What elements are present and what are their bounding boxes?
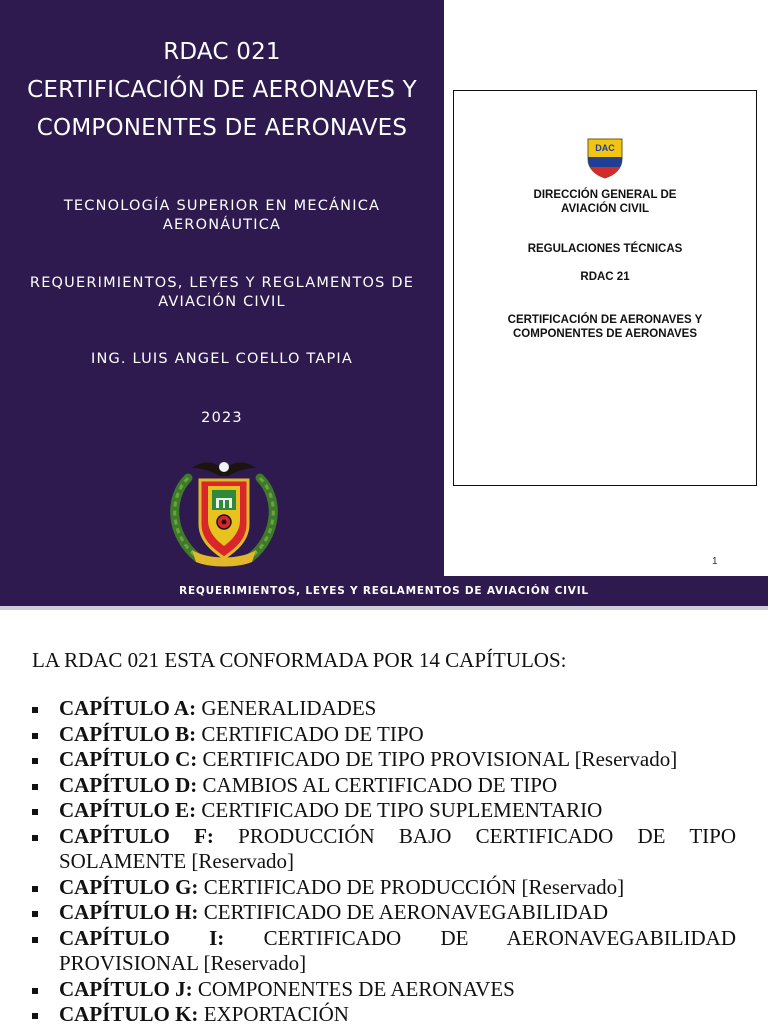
bullet-icon — [32, 733, 38, 739]
bullet-icon — [32, 1013, 38, 1019]
chapter-title: CERTIFICADO DE AERONAVEGABILIDAD PROVISIONAL [Reservado] — [59, 925, 737, 975]
list-item — [32, 722, 736, 748]
chapter-label: CAPÍTULO F: — [59, 823, 214, 848]
document-title: CERTIFICACIÓN DE AERONAVES Y COMPONENTES DE AERONAVES — [507, 314, 703, 340]
list-item — [32, 926, 736, 977]
chapter-title: EXPORTACIÓN — [203, 1002, 349, 1024]
chapter-list — [32, 696, 736, 1024]
list-item — [32, 798, 736, 824]
institution-emblem-icon — [162, 454, 286, 570]
bullet-icon — [32, 809, 38, 815]
list-item — [32, 747, 736, 773]
chapter-label: CAPÍTULO A: — [59, 696, 197, 720]
chapter-label: CAPÍTULO H: — [59, 900, 199, 924]
chapter-title: GENERALIDADES — [201, 696, 377, 720]
teacher-name: ING. LUIS ANGEL COELLO TAPIA — [90, 351, 354, 367]
chapter-label: CAPÍTULO C: — [59, 747, 198, 771]
chapter-title: CERTIFICADO DE AERONAVEGABILIDAD — [203, 900, 609, 924]
footer-divider — [0, 606, 768, 610]
document-organization: DIRECCIÓN GENERAL DE AVIACIÓN CIVIL — [533, 189, 677, 215]
course-name: REQUERIMIENTOS, LEYES Y REGLAMENTOS DE AVIACIÓN CIVIL — [29, 275, 415, 310]
slide-number: 1 — [712, 556, 718, 567]
bullet-icon — [32, 835, 38, 841]
chapter-label: CAPÍTULO J: — [59, 976, 193, 1001]
chapter-title: CERTIFICADO DE TIPO PROVISIONAL [Reservado] — [202, 747, 678, 771]
dac-shield-icon — [586, 137, 624, 179]
chapter-label: CAPÍTULO B: — [59, 721, 197, 746]
bullet-icon — [32, 886, 38, 892]
list-item — [32, 977, 736, 1003]
bullet-icon — [32, 707, 38, 713]
bullet-icon — [32, 988, 38, 994]
chapter-title: PRODUCCIÓN BAJO CERTIFICADO DE TIPO SOLAMENTE [Reservado] — [59, 823, 737, 873]
slide-title-line-1: RDAC 021 — [163, 39, 281, 65]
slide-title-line-2: CERTIFICACIÓN DE AERONAVES Y — [27, 77, 417, 103]
chapter-title: COMPONENTES DE AERONAVES — [197, 976, 515, 1001]
bullet-icon — [32, 758, 38, 764]
dac-logo-text: DAC — [595, 143, 615, 153]
slide-footer: REQUERIMIENTOS, LEYES Y REGLAMENTOS DE AVIACIÓN CIVIL — [0, 576, 768, 606]
chapter-title: CERTIFICADO DE TIPO SUPLEMENTARIO — [201, 798, 603, 822]
chapter-label: CAPÍTULO I: — [59, 925, 225, 950]
list-item — [32, 696, 736, 722]
document-cover — [453, 90, 757, 486]
document-code: RDAC 21 — [580, 271, 630, 283]
list-item — [32, 773, 736, 799]
slide-title-line-3: COMPONENTES DE AERONAVES — [36, 115, 408, 141]
chapter-label: CAPÍTULO K: — [59, 1002, 199, 1024]
bullet-icon — [32, 784, 38, 790]
chapter-label: CAPÍTULO D: — [59, 772, 198, 797]
chapter-title: CERTIFICADO DE TIPO — [201, 721, 424, 746]
year: 2023 — [201, 410, 243, 426]
program-name: TECNOLOGÍA SUPERIOR EN MECÁNICA AERONÁUTICA — [63, 198, 381, 233]
bullet-icon — [32, 911, 38, 917]
list-item — [32, 1002, 736, 1024]
title-panel — [0, 0, 444, 576]
list-item — [32, 900, 736, 926]
chapter-label: CAPÍTULO G: — [59, 874, 199, 899]
list-item — [32, 824, 736, 875]
chapter-title: CAMBIOS AL CERTIFICADO DE TIPO — [202, 772, 558, 797]
document-heading: REGULACIONES TÉCNICAS — [527, 243, 683, 255]
intro-text: LA RDAC 021 ESTA CONFORMADA POR 14 CAPÍTULOS: — [32, 648, 567, 672]
chapter-label: CAPÍTULO E: — [59, 798, 197, 822]
chapter-title: CERTIFICADO DE PRODUCCIÓN [Reservado] — [203, 874, 625, 899]
list-item — [32, 875, 736, 901]
bullet-icon — [32, 937, 38, 943]
